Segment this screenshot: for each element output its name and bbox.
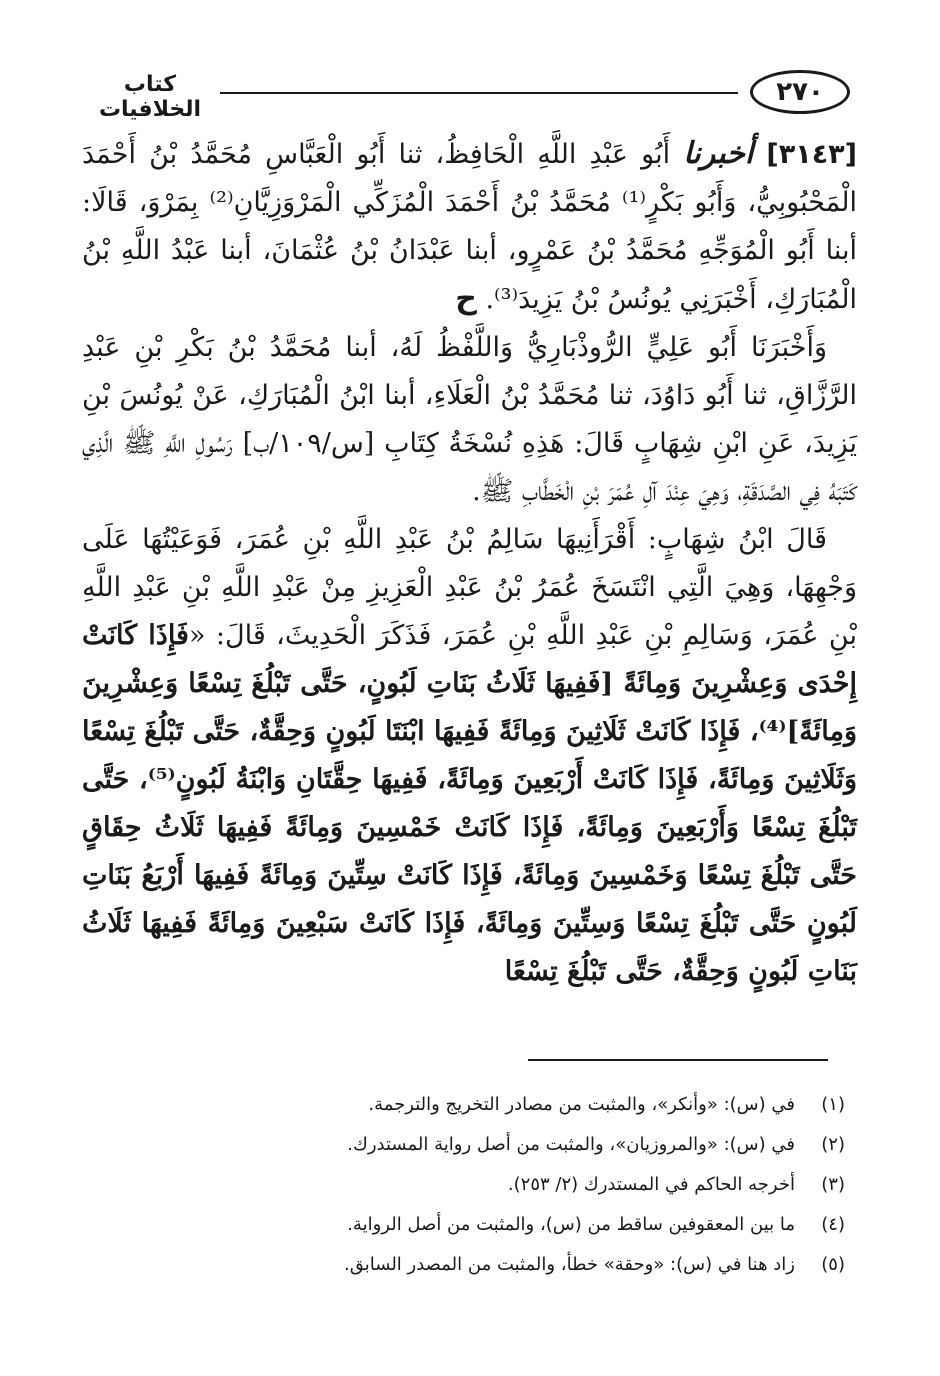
footnote-item <box>120 1165 845 1205</box>
hadith-paragraph-3 <box>82 516 857 996</box>
footnote-text: زاد هنا في (س): «وحقة» خطأ، والمثبت من المصدر السابق. <box>344 1254 795 1275</box>
footnote-number: (٤) <box>821 1214 845 1235</box>
footnote-item <box>120 1245 845 1285</box>
footnote-text: ما بين المعقوفين ساقط من (س)، والمثبت من أصل الرواية. <box>347 1214 795 1235</box>
footnote-item <box>120 1205 845 1245</box>
hadith-paragraph-1 <box>82 130 857 324</box>
page-header <box>80 70 860 126</box>
hadith-number: [٣١٤٣] <box>766 139 857 170</box>
paragraph-3-quote: فَإِذَا كَانَتْ إِحْدَى وَعِشْرِينَ وَمِائَةً [فَفِيهَا ثَلَاثُ بَنَاتِ لَبُونٍ، حَتَّى تَبْلُغَ تِسْعًا وَعِشْرِينَ وَمِائَةً]⁽⁴⁾، فَإِذَا كَانَتْ ثَلَاثِينَ وَمِائَةً فَفِيهَا ابْنَتَا لَبُونٍ وَحِقَّةٌ، حَتَّى تَبْلُغَ تِسْعًا وَثَلَاثِينَ وَمِائَةً، فَإِذَا كَانَتْ أَرْبَعِينَ وَمِائَةً، فَفِيهَا حِقَّتَانِ وَابْنَةُ لَبُونٍ⁽⁵⁾، حَتَّى تَبْلُغَ تِسْعًا وَأَرْبَعِينَ وَمِائَةً، فَإِذَا كَانَتْ خَمْسِينَ وَمِائَةً فَفِيهَا ثَلَاثُ حِقَاقٍ حَتَّى تَبْلُغَ تِسْعًا وَخَمْسِينَ وَمِائَةً، فَإِذَا كَانَتْ سِتِّينَ وَمِائَةً فَفِيهَا أَرْبَعُ بَنَاتِ لَبُونٍ حَتَّى تَبْلُغَ تِسْعًا وَسِتِّينَ وَمِائَةً، فَإِذَا كَانَتْ سَبْعِينَ وَمِائَةً فَفِيهَا ثَلَاثُ بَنَاتِ لَبُونٍ وَحِقَّةٌ، حَتَّى تَبْلُغَ تِسْعًا <box>82 620 857 987</box>
footnotes <box>120 1085 845 1285</box>
tahwil-mark: ح <box>455 281 477 316</box>
footnote-text: أخرجه الحاكم في المستدرك (٢/ ٢٥٣). <box>507 1174 795 1195</box>
footnote-number: (٢) <box>821 1134 845 1155</box>
footnote-number: (١) <box>821 1094 845 1115</box>
footnote-item <box>120 1085 845 1125</box>
footnote-text: في (س): «وأنكر»، والمثبت من مصادر التخريج والترجمة. <box>368 1094 795 1115</box>
header-divider <box>220 92 738 94</box>
footnote-number: (٥) <box>821 1254 845 1275</box>
footnote-item <box>120 1125 845 1165</box>
footnote-divider <box>528 1059 828 1061</box>
book-title: كتاب الخلافيات <box>98 72 202 122</box>
footnote-text: في (س): «والمروزيان»، والمثبت من أصل رواية المستدرك. <box>347 1134 795 1155</box>
main-text <box>82 130 857 996</box>
paragraph-3-intro: قَالَ ابْنُ شِهَابٍ: أَقْرَأَنِيهَا سَالِمُ بْنُ عَبْدِ اللَّهِ بْنِ عُمَرَ، فَوَعَيْتُهَا عَلَى وَجْهِهَا، وَهِيَ الَّتِي انْتَسَخَ عُمَرُ بْنُ عَبْدِ الْعَزِيزِ مِنْ عَبْدِ اللَّهِ بْنِ عَبْدِ اللَّهِ بْنِ عُمَرَ، وَسَالِمِ بْنِ عَبْدِ اللَّهِ بْنِ عُمَرَ، فَذَكَرَ الْحَدِيثَ، قَالَ: « <box>82 524 857 651</box>
page-number: ٢٧٠ <box>750 70 850 114</box>
isnad-text: أَبُو عَبْدِ اللَّهِ الْحَافِظُ، ثنا أَبُو الْعَبَّاسِ مُحَمَّدُ بْنُ أَحْمَدَ الْمَحْبُوبِيُّ، وَأَبُو بَكْرٍ⁽¹⁾ مُحَمَّدُ بْنُ أَحْمَدَ الْمُزَكِّي الْمَرْوَزِيَّانِ⁽²⁾ بِمَرْوَ، قَالَا: أبنا أَبُو الْمُوَجِّهِ مُحَمَّدُ بْنُ عَمْرٍو، أبنا عَبْدَانُ بْنُ عُثْمَانَ، أبنا عَبْدُ اللَّهِ بْنُ الْمُبَارَكِ، أَخْبَرَنِي يُونُسُ بْنُ يَزِيدَ⁽³⁾. <box>82 139 858 315</box>
akhbarana-heading: أخبرنا <box>683 136 754 171</box>
hadith-paragraph-2: وَأَخْبَرَنَا أَبُو عَلِيٍّ الرُّوذْبَارِيُّ وَاللَّفْظُ لَهُ، أبنا مُحَمَّدُ بْنُ بَكْرِ بْنِ عَبْدِ الرَّزَّاقِ، ثنا أَبُو دَاوُدَ، ثنا مُحَمَّدُ بْنُ الْعَلَاءِ، أبنا ابْنُ الْمُبَارَكِ، عَنْ يُونُسَ بْنِ يَزِيدَ، عَنِ ابْنِ شِهَابٍ قَالَ: هَذِهِ نُسْخَةُ كِتَابِ [س/١٠٩/ب] رَسُولِ اللَّهِ ﷺ الَّذِي كَتَبَهُ فِي الصَّدَقَةِ، وَهِيَ عِنْدَ آلِ عُمَرَ بْنِ الْخَطَّابِ ﷺ. <box>82 332 857 507</box>
footnote-number: (٣) <box>821 1174 845 1195</box>
